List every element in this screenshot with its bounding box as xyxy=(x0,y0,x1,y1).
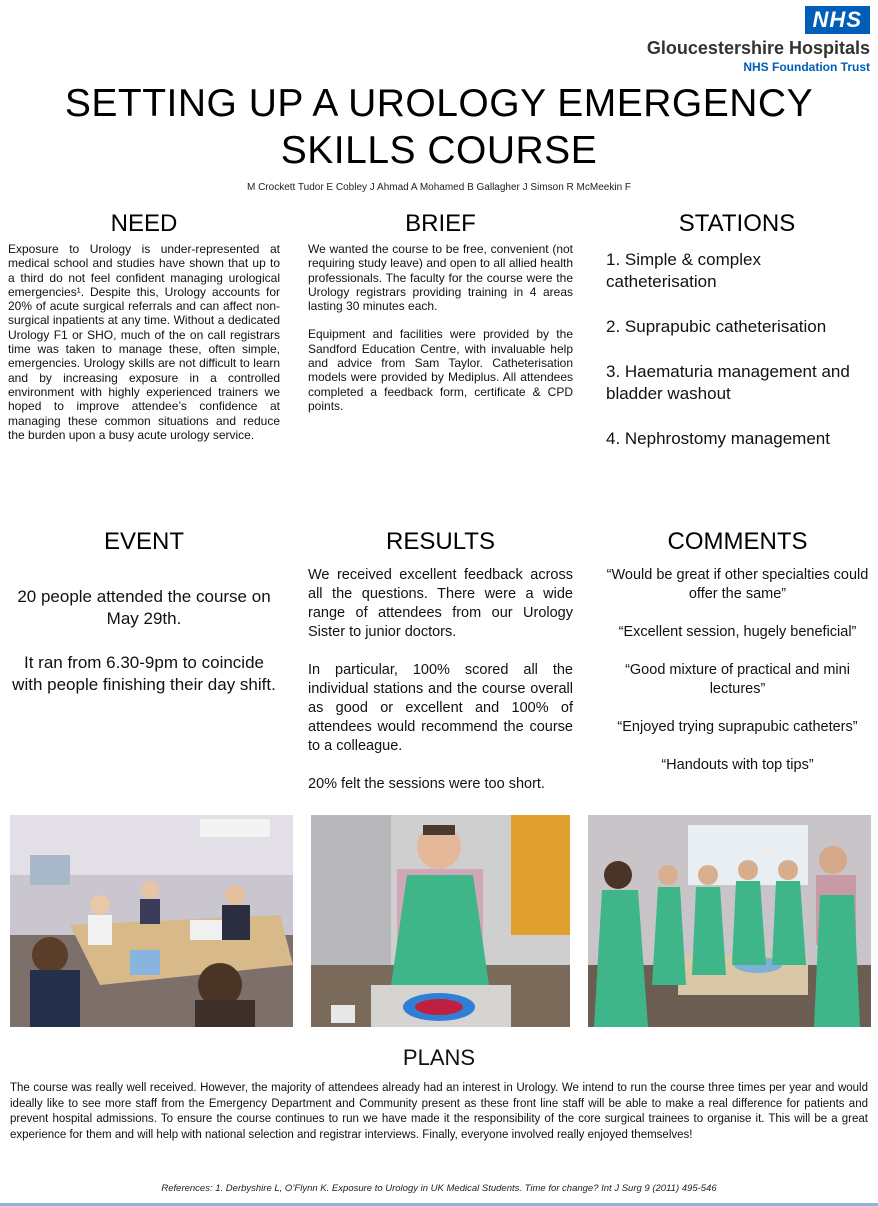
event-text-2: It ran from 6.30-9pm to coincide with people finishing their day shift. xyxy=(12,653,276,694)
station-item: 3. Haematuria management and bladder washout xyxy=(606,362,850,403)
brief-text-2: Equipment and facilities were provided by the Sandford Education Centre, with invaluable help and advice from Sam Taylor. Catheterisation models were provided by Mediplus. All attendees completed a feedback form, certificate & CPD points. xyxy=(308,327,573,413)
need-section xyxy=(8,210,280,442)
comment-item: “Enjoyed trying suprapubic catheters” xyxy=(617,719,858,735)
results-text-1: We received excellent feedback across all the questions. There were a wide range of attendees from our Urology Sister to junior doctors. xyxy=(308,567,573,640)
photo-classroom xyxy=(10,815,293,1027)
comments-heading: COMMENTS xyxy=(667,528,808,555)
comment-item: “Would be great if other specialties could offer the same” xyxy=(606,567,869,602)
station-item: 2. Suprapubic catheterisation xyxy=(606,317,827,336)
plans-heading: PLANS xyxy=(402,1045,476,1070)
comment-item: “Excellent session, hugely beneficial” xyxy=(618,624,857,640)
station-item: 4. Nephrostomy management xyxy=(606,429,830,448)
nhs-badge: NHS xyxy=(805,6,870,34)
results-text-2: In particular, 100% scored all the individual stations and the course overall as good or excellent and 100% of attendees would recommend the course to a colleague. xyxy=(308,662,573,754)
results-heading: RESULTS xyxy=(386,528,495,555)
stations-section xyxy=(606,210,868,473)
references: References: 1. Derbyshire L, O’Flynn K. Exposure to Urology in UK Medical Students. Time for change? Int J Surg 9 (2011) 495-546 xyxy=(161,1183,717,1194)
comment-item: “Handouts with top tips” xyxy=(661,757,814,773)
comments-section xyxy=(600,528,875,794)
photo-group-demo xyxy=(588,815,871,1027)
nhs-logo xyxy=(630,6,870,74)
org-subtitle: NHS Foundation Trust xyxy=(743,60,870,74)
need-heading: NEED xyxy=(110,210,178,237)
results-text-3: 20% felt the sessions were too short. xyxy=(308,776,545,792)
stations-heading: STATIONS xyxy=(678,210,796,237)
poster-title xyxy=(0,80,878,174)
title-line-2: SKILLS COURSE xyxy=(280,129,598,172)
station-item: 1. Simple & complex catheterisation xyxy=(606,250,761,291)
event-heading: EVENT xyxy=(103,528,184,555)
event-section xyxy=(8,528,280,696)
title-line-1: SETTING UP A UROLOGY EMERGENCY xyxy=(64,82,814,125)
comment-item: “Good mixture of practical and mini lectures” xyxy=(625,662,850,697)
results-section xyxy=(308,528,573,794)
authors: M Crockett Tudor E Cobley J Ahmad A Mohamed B Gallagher J Simson R McMeekin F xyxy=(246,182,632,193)
brief-text-1: We wanted the course to be free, convenient (not requiring study leave) and open to all allied health professionals. The faculty for the course were the Urology registrars providing training in 4 areas lasting 30 minutes each. xyxy=(308,242,573,314)
photo-catheter-training xyxy=(311,815,570,1027)
plans-text: The course was really well received. However, the majority of attendees already had an interest in Urology. We intend to run the course three times per year and would ideally like to see more staff from the Emergency Department and Community present as these front line staff will be able to make a real difference for patients and prevent hospital admissions. To ensure the course continues to run we have made it the responsibility of the core surgical trainees to organise it. This will be a great experience for them and will help with national selection and registrar interviews. Finally, everyone involved really enjoyed themselves! xyxy=(10,1082,868,1141)
brief-heading: BRIEF xyxy=(405,210,476,237)
event-text-1: 20 people attended the course on May 29th. xyxy=(17,587,271,628)
org-name: Gloucestershire Hospitals xyxy=(646,38,870,58)
need-text: Exposure to Urology is under-represented at medical school and studies have shown that up to a third do not feel confident managing urological emergencies¹. Despite this, Urology accounts for 20% of acute surgical referrals and can affect non-surgical inpatients at any time. Without a dedicated Urology F1 or SHO, much of the on call registrars time was taken to manage these, often simple, emergencies. Urology skills are not difficult to learn and by increasing exposure in a controlled environment with highly experienced trainers we hoped to improve attendee’s confidence at managing these common situations and reduce the burden upon a busy acute urology service. xyxy=(8,242,280,442)
brief-section xyxy=(308,210,573,413)
